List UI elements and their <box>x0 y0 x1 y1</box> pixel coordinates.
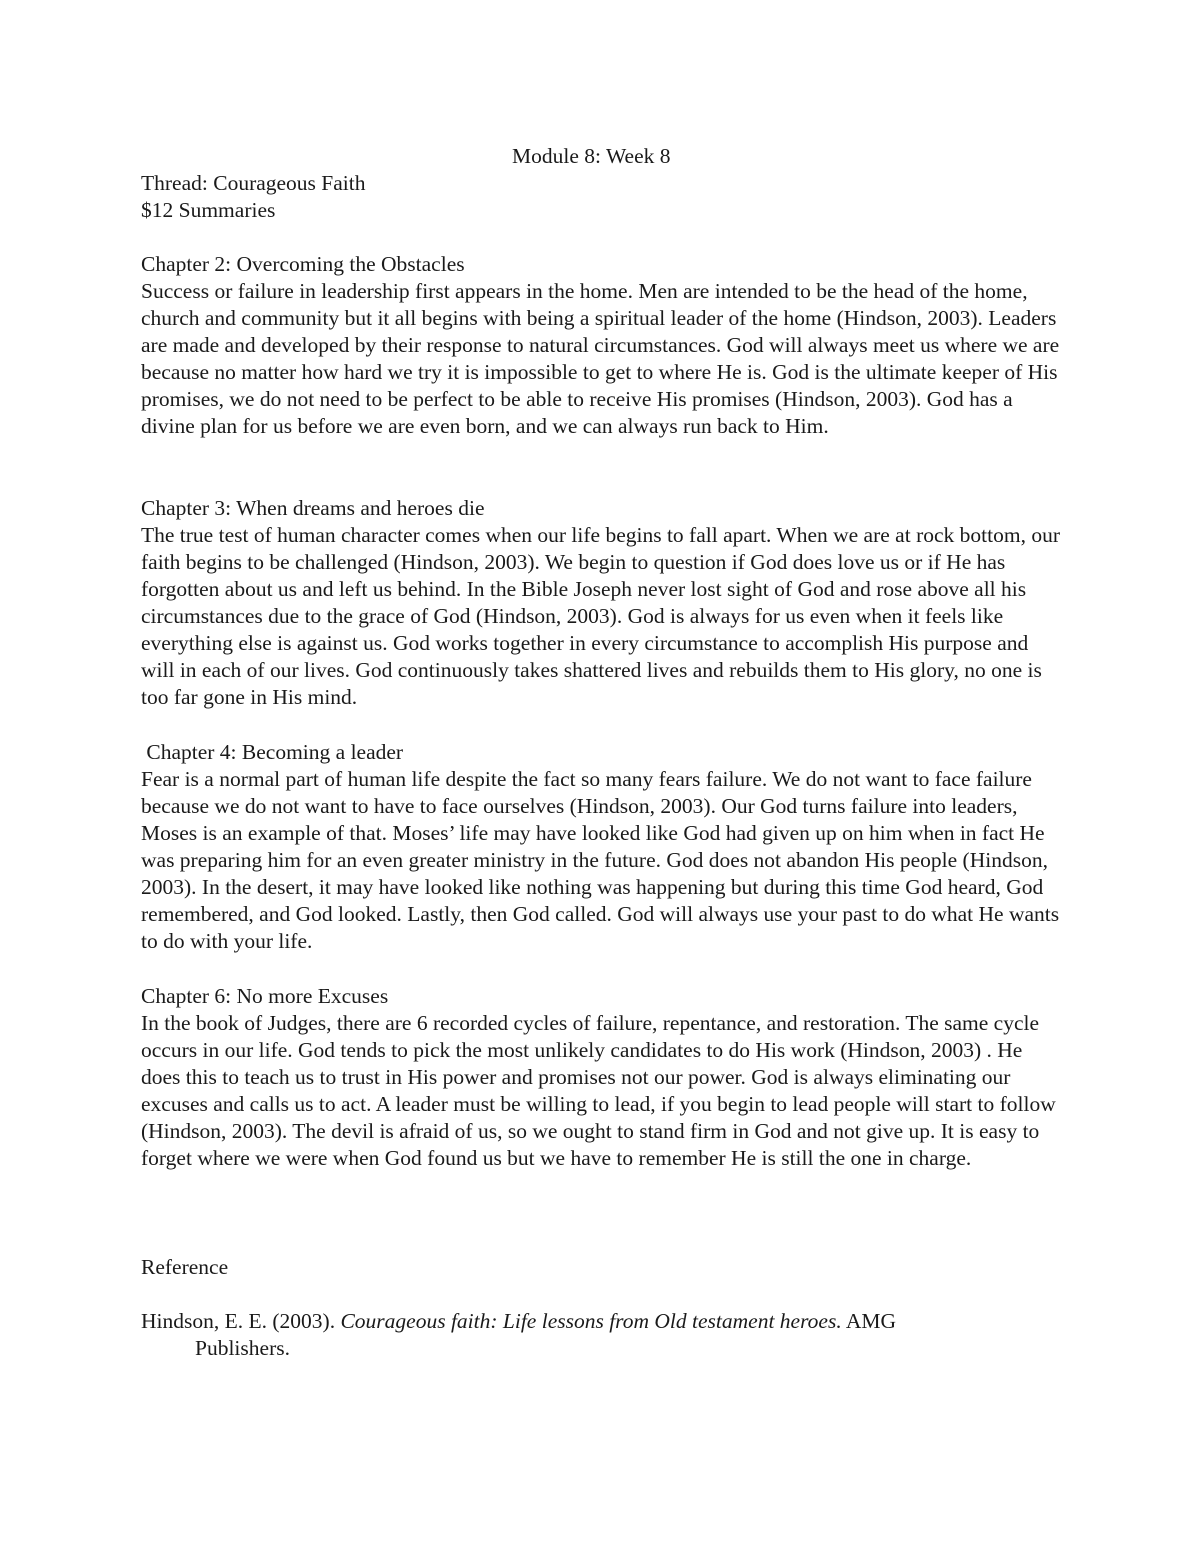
section-body-chapter-4: Fear is a normal part of human life despite the fact so many fears failure. We do not want to face failure because we do not want to have to face ourselves (Hindson, 2003). Our God turns failure into leaders, Moses is an example of that. Moses’ life may have looked like God had given up on him when in fact He was preparing him for an even greater ministry in the future. God does not abandon His people (Hindson, 2003). In the desert, it may have looked like nothing was happening but during this time God heard, God remembered, and God looked. Lastly, then God called. God will always use your past to do what He wants to do with your life. <box>141 767 1060 953</box>
section-heading-chapter-2: Chapter 2: Overcoming the Obstacles <box>141 252 465 276</box>
citation-publisher: AMG <box>841 1309 897 1333</box>
section-heading-chapter-4: Chapter 4: Becoming a leader <box>141 740 404 764</box>
section-heading-chapter-6: Chapter 6: No more Excuses <box>141 984 389 1008</box>
section-body-chapter-3: The true test of human character comes when our life begins to fall apart. When we are at rock bottom, our faith begins to be challenged (Hindson, 2003). We begin to question if God does love us or if He has forgotten about us and left us behind. In the Bible Joseph never lost sight of God and rose above all his circumstances due to the grace of God (Hindson, 2003). God is always for us even when it feels like everything else is against us. God works together in every circumstance to accomplish His purpose and will in each of our lives. God continuously takes shattered lives and rebuilds them to His glory, no one is too far gone in His mind. <box>141 523 1060 709</box>
price-line: $12 Summaries <box>141 198 276 222</box>
citation-publisher-continued: Publishers. <box>195 1336 290 1360</box>
thread-line: Thread: Courageous Faith <box>141 171 366 195</box>
reference-heading: Reference <box>141 1255 229 1279</box>
document-title: Module 8: Week 8 <box>512 144 671 168</box>
reference-citation <box>141 1308 1021 1362</box>
citation-author-year: Hindson, E. E. (2003). <box>141 1309 341 1333</box>
section-body-chapter-6: In the book of Judges, there are 6 recorded cycles of failure, repentance, and restoration. The same cycle occurs in our life. God tends to pick the most unlikely candidates to do His work (Hindson, 2003) . He does this to teach us to trust in His power and promises not our power. God is always eliminating our excuses and calls us to act. A leader must be willing to lead, if you begin to lead people will start to follow (Hindson, 2003). The devil is afraid of us, so we ought to stand firm in God and not give up. It is easy to forget where we were when God found us but we have to remember He is still the one in charge. <box>141 1011 1056 1170</box>
section-heading-chapter-3: Chapter 3: When dreams and heroes die <box>141 496 485 520</box>
section-body-chapter-2: Success or failure in leadership first appears in the home. Men are intended to be the head of the home, church and community but it all begins with being a spiritual leader of the home (Hindson, 2003). Leaders are made and developed by their response to natural circumstances. God will always meet us where we are because no matter how hard we try it is impossible to get to where He is. God is the ultimate keeper of His promises, we do not need to be perfect to be able to receive His promises (Hindson, 2003). God has a divine plan for us before we are even born, and we can always run back to Him. <box>141 279 1060 438</box>
citation-title: Courageous faith: Life lessons from Old testament heroes. <box>340 1309 842 1333</box>
